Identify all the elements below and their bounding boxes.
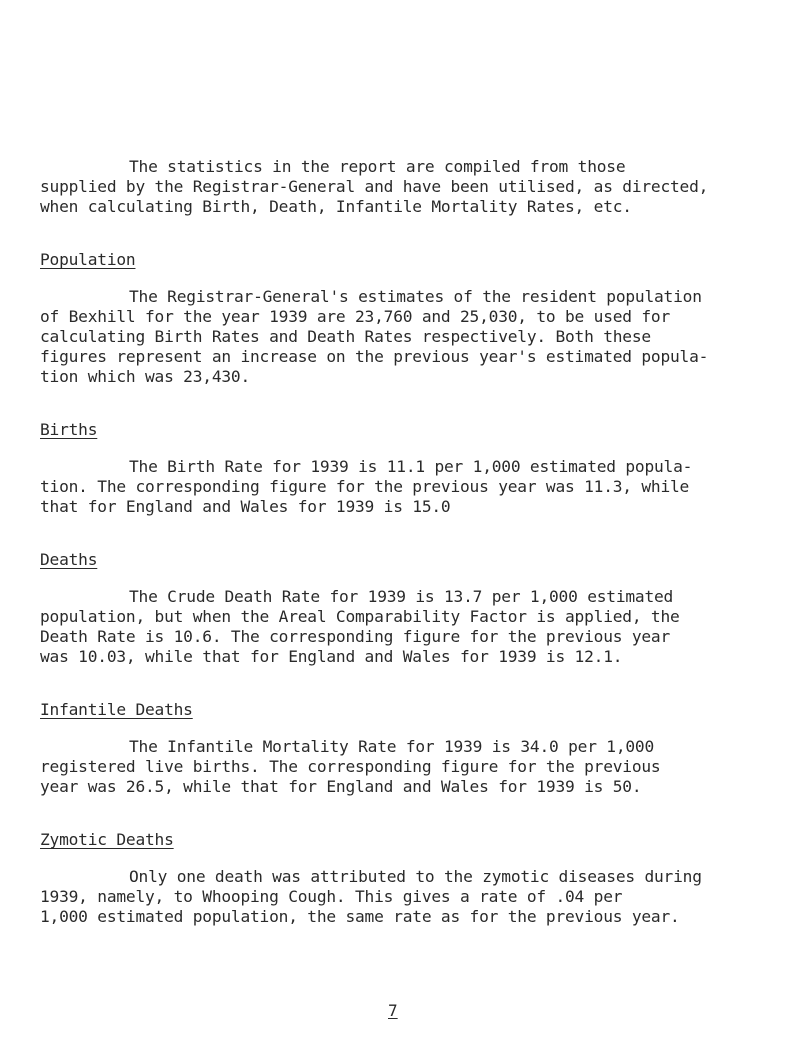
- infantile-deaths-line-2: registered live births. The corresponding figure for the previous: [40, 757, 661, 776]
- population-line-3: calculating Birth Rates and Death Rates respectively. Both these: [40, 327, 651, 346]
- births-line-2: tion. The corresponding figure for the previous year was 11.3, while: [40, 477, 690, 496]
- births-line-3: that for England and Wales for 1939 is 15.0: [40, 497, 451, 516]
- population-line-5: tion which was 23,430.: [40, 367, 251, 386]
- infantile-deaths-line-3: year was 26.5, while that for England and Wales for 1939 is 50.: [40, 777, 642, 796]
- intro-line-2: supplied by the Registrar-General and have been utilised, as directed,: [40, 177, 709, 196]
- population-heading: Population: [40, 250, 136, 269]
- intro-line-1: The statistics in the report are compiled from those: [129, 157, 626, 176]
- zymotic-deaths-line-2: 1939, namely, to Whooping Cough. This gives a rate of .04 per: [40, 887, 623, 906]
- deaths-line-4: was 10.03, while that for England and Wales for 1939 is 12.1.: [40, 647, 623, 666]
- births-heading: Births: [40, 420, 98, 439]
- infantile-deaths-line-1: The Infantile Mortality Rate for 1939 is 34.0 per 1,000: [129, 737, 655, 756]
- page-number: 7: [388, 1001, 398, 1020]
- population-line-4: figures represent an increase on the previous year's estimated popula-: [40, 347, 709, 366]
- population-line-1: The Registrar-General's estimates of the resident population: [129, 287, 702, 306]
- zymotic-deaths-line-3: 1,000 estimated population, the same rate as for the previous year.: [40, 907, 680, 926]
- births-line-1: The Birth Rate for 1939 is 11.1 per 1,000 estimated popula-: [129, 457, 693, 476]
- infantile-deaths-heading: Infantile Deaths: [40, 700, 193, 719]
- deaths-line-2: population, but when the Areal Comparability Factor is applied, the: [40, 607, 680, 626]
- deaths-heading: Deaths: [40, 550, 98, 569]
- population-line-2: of Bexhill for the year 1939 are 23,760 and 25,030, to be used for: [40, 307, 671, 326]
- zymotic-deaths-line-1: Only one death was attributed to the zymotic diseases during: [129, 867, 702, 886]
- deaths-line-3: Death Rate is 10.6. The corresponding figure for the previous year: [40, 627, 671, 646]
- intro-line-3: when calculating Birth, Death, Infantile Mortality Rates, etc.: [40, 197, 632, 216]
- zymotic-deaths-heading: Zymotic Deaths: [40, 830, 174, 849]
- deaths-line-1: The Crude Death Rate for 1939 is 13.7 per 1,000 estimated: [129, 587, 674, 606]
